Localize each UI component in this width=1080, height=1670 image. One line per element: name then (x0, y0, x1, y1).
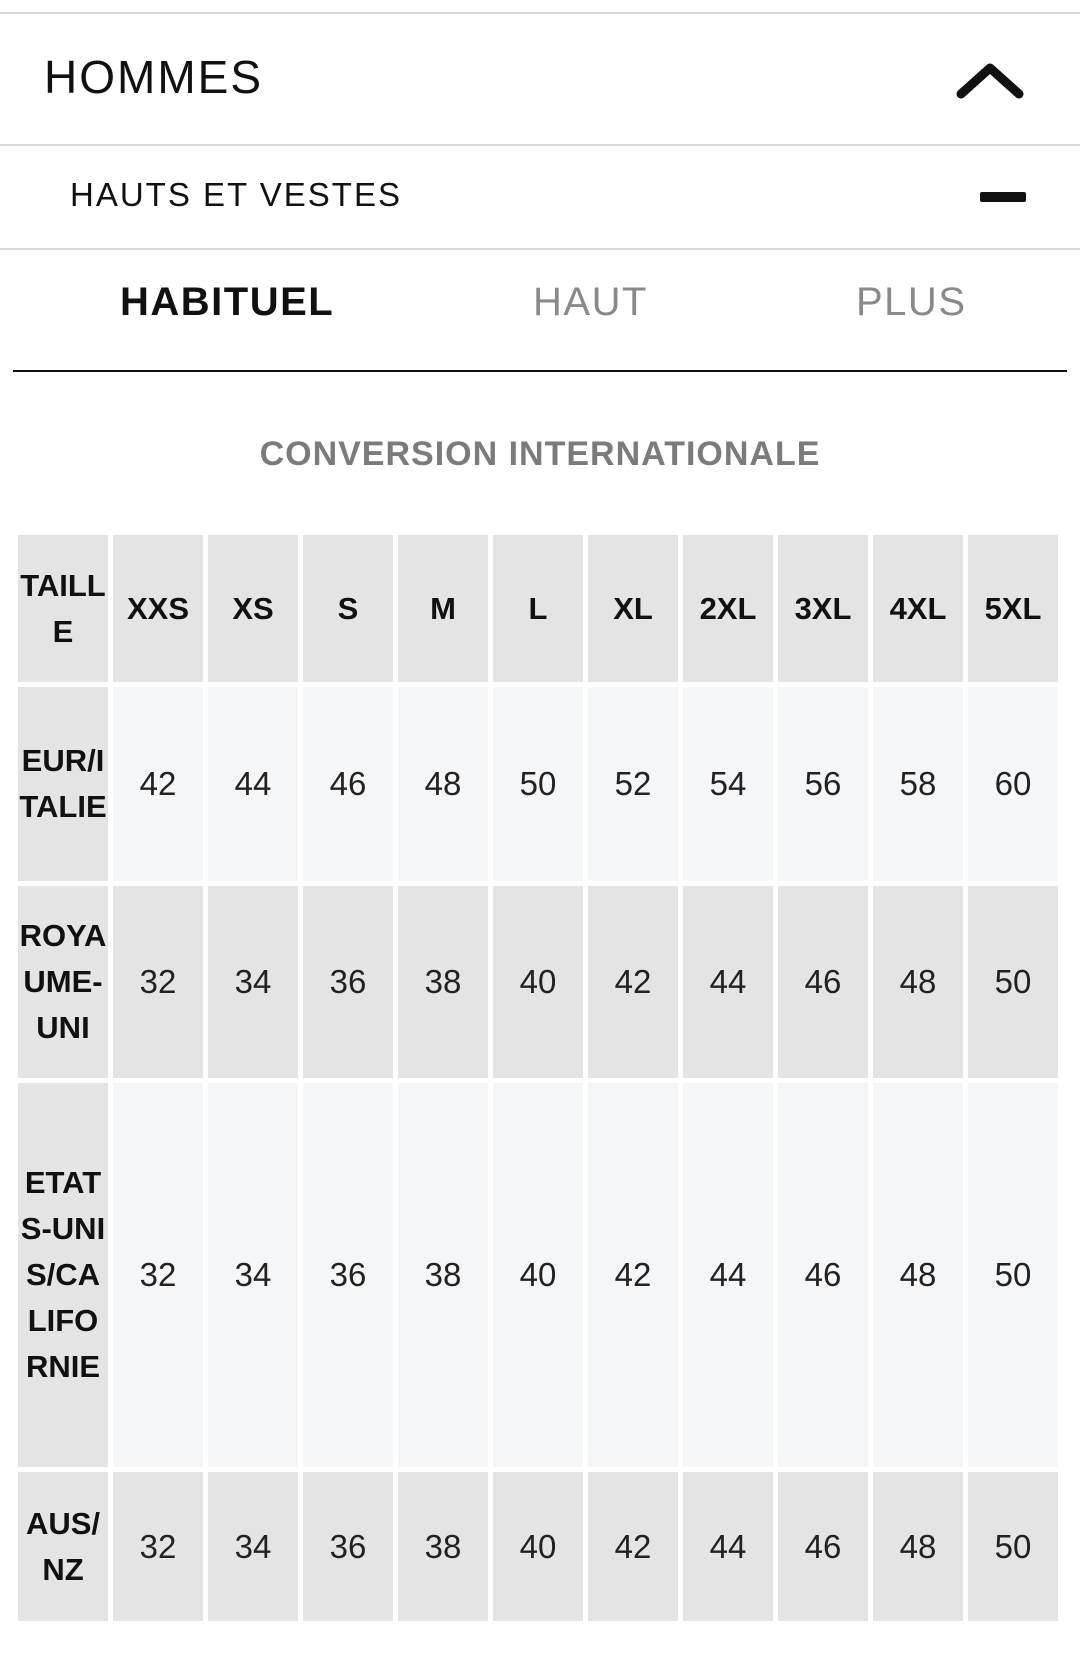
header-cell-size: L (493, 535, 583, 682)
accordion-hommes[interactable] (0, 14, 1080, 146)
header-cell-size: S (303, 535, 393, 682)
table-cell: 32 (113, 1083, 203, 1467)
table-cell: 56 (778, 687, 868, 881)
tab-plus[interactable]: PLUS (856, 280, 967, 324)
header-cell-size: XS (208, 535, 298, 682)
row-label: ETATS-UNIS/CALIFORNIE (18, 1083, 108, 1467)
header-cell-size: 3XL (778, 535, 868, 682)
table-title: CONVERSION INTERNATIONALE (259, 435, 821, 473)
table-cell: 50 (968, 1083, 1058, 1467)
header-cell-size: XL (588, 535, 678, 682)
table-header-row (18, 535, 1058, 682)
table-cell: 36 (303, 1472, 393, 1621)
header-cell-size: 5XL (968, 535, 1058, 682)
table-row (18, 1472, 1058, 1621)
table-cell: 34 (208, 1472, 298, 1621)
table-cell: 48 (398, 687, 488, 881)
table-cell: 48 (873, 1083, 963, 1467)
table-cell: 50 (493, 687, 583, 881)
table-cell: 60 (968, 687, 1058, 881)
header-cell-size: 4XL (873, 535, 963, 682)
table-cell: 36 (303, 1083, 393, 1467)
table-cell: 48 (873, 1472, 963, 1621)
table-cell: 42 (588, 1083, 678, 1467)
header-cell-size: 2XL (683, 535, 773, 682)
row-label: ROYAUME-UNI (18, 886, 108, 1078)
fit-tabs (13, 250, 1067, 372)
table-cell: 40 (493, 886, 583, 1078)
table-cell: 50 (968, 886, 1058, 1078)
section-title: HOMMES (44, 51, 263, 103)
table-cell: 40 (493, 1083, 583, 1467)
table-cell: 50 (968, 1472, 1058, 1621)
table-cell: 32 (113, 886, 203, 1078)
table-cell: 32 (113, 1472, 203, 1621)
table-cell: 38 (398, 886, 488, 1078)
table-cell: 46 (778, 1472, 868, 1621)
table-cell: 52 (588, 687, 678, 881)
table-cell: 44 (683, 1472, 773, 1621)
table-cell: 36 (303, 886, 393, 1078)
table-cell: 42 (588, 886, 678, 1078)
table-cell: 54 (683, 687, 773, 881)
chevron-up-icon[interactable] (955, 60, 1025, 100)
subsection-title: HAUTS ET VESTES (70, 176, 402, 213)
size-conversion-table (13, 530, 1063, 1626)
minus-icon[interactable] (980, 192, 1026, 202)
table-cell: 44 (683, 886, 773, 1078)
table-cell: 38 (398, 1083, 488, 1467)
table-cell: 46 (778, 886, 868, 1078)
tab-habituel[interactable]: HABITUEL (120, 280, 335, 324)
header-cell-size: XXS (113, 535, 203, 682)
table-cell: 42 (113, 687, 203, 881)
table-cell: 40 (493, 1472, 583, 1621)
table-cell: 48 (873, 886, 963, 1078)
accordion-hauts-et-vestes[interactable] (0, 146, 1080, 250)
table-row (18, 886, 1058, 1078)
table-cell: 46 (778, 1083, 868, 1467)
row-label: AUS/NZ (18, 1472, 108, 1621)
table-cell: 46 (303, 687, 393, 881)
header-cell-taille: TAILLE (18, 535, 108, 682)
table-row (18, 1083, 1058, 1467)
row-label: EUR/ITALIE (18, 687, 108, 881)
table-cell: 34 (208, 1083, 298, 1467)
tab-haut[interactable]: HAUT (533, 280, 648, 324)
table-cell: 44 (683, 1083, 773, 1467)
table-cell: 42 (588, 1472, 678, 1621)
table-cell: 34 (208, 886, 298, 1078)
header-cell-size: M (398, 535, 488, 682)
table-cell: 58 (873, 687, 963, 881)
table-cell: 44 (208, 687, 298, 881)
table-cell: 38 (398, 1472, 488, 1621)
table-row (18, 687, 1058, 881)
